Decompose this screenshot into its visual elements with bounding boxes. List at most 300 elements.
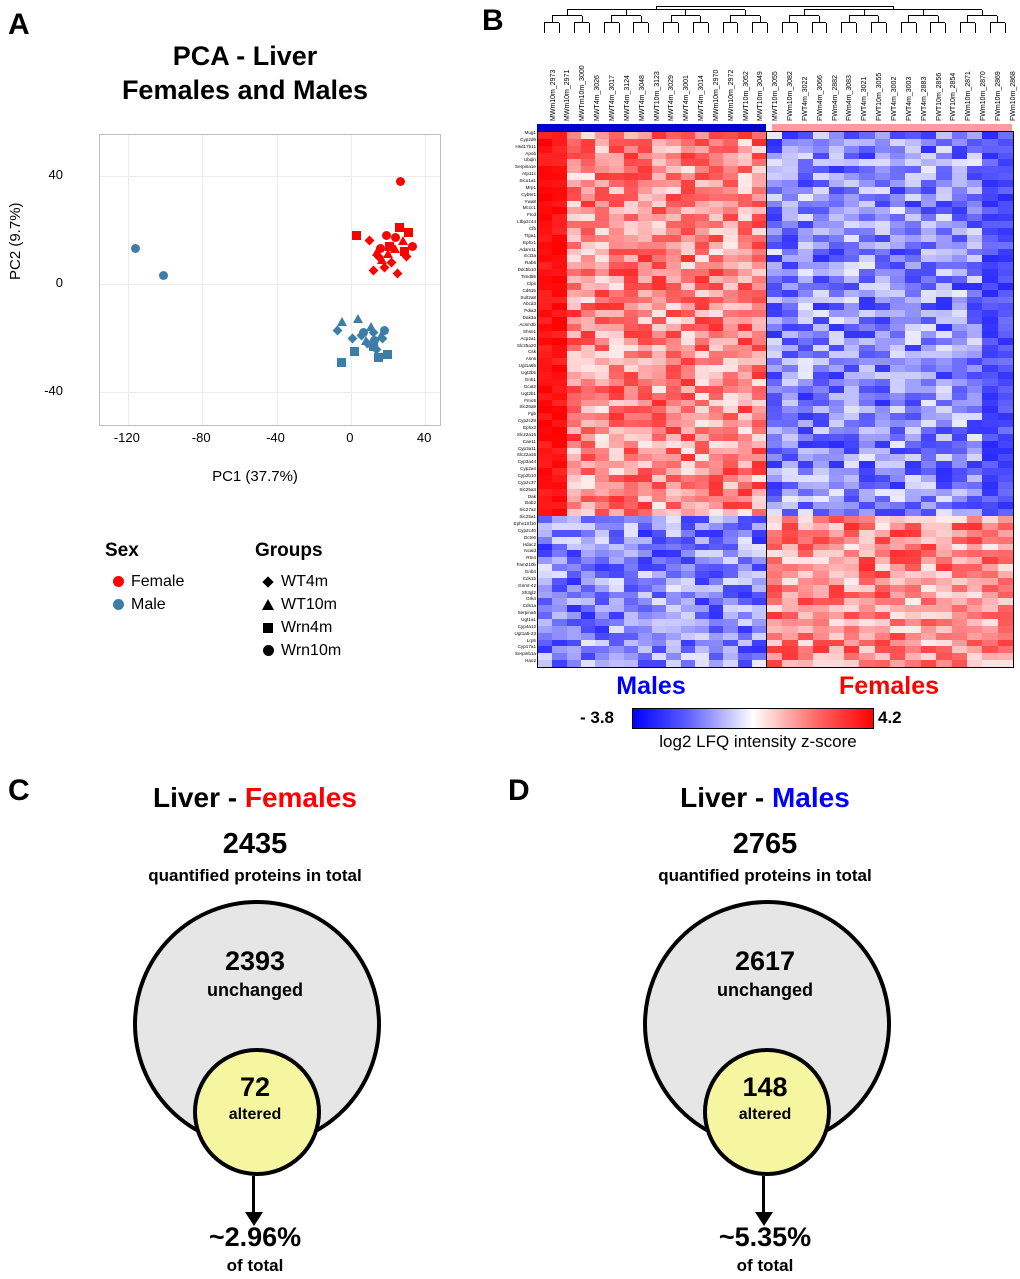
pca-scatter-plot xyxy=(7,130,455,500)
dendrogram-branch xyxy=(544,23,545,33)
dendrogram-branch xyxy=(574,23,575,33)
heatmap-column-label: MWTm10m_3000 xyxy=(579,65,587,121)
heatmap-row-label: Clpx xyxy=(526,280,536,286)
heatmap-row-label: Dak xyxy=(527,493,536,499)
heatmap-row-label: Sult2a8 xyxy=(520,294,536,300)
x-tick-label: -120 xyxy=(113,430,140,445)
heatmap-cell xyxy=(567,660,582,667)
heatmap-cell xyxy=(552,660,567,667)
scatter-point xyxy=(382,231,391,240)
venn-c-unchanged-count: 2393 xyxy=(224,946,286,976)
heatmap-cell xyxy=(652,660,667,667)
heatmap-column-label: FWT4m_2883 xyxy=(920,76,928,121)
heatmap-row-label: Cyp2c37 xyxy=(517,479,536,485)
pca-plot-area xyxy=(99,134,441,426)
panel-c-venn-females xyxy=(0,760,510,1279)
square-icon xyxy=(255,623,281,633)
female-dot-icon xyxy=(105,576,131,587)
heatmap-cell xyxy=(738,660,753,667)
heatmap-row-label: Cds1b xyxy=(522,575,536,581)
panel-letter-b: B xyxy=(482,4,504,37)
diamond-icon xyxy=(255,578,281,586)
heatmap-row-label: Cyp3a44 xyxy=(517,459,536,465)
heatmap-column-label: FWm4m_3083 xyxy=(846,75,854,121)
x-tick-label: -40 xyxy=(266,430,285,445)
scatter-point xyxy=(404,228,413,237)
grid-line-y xyxy=(100,392,440,393)
heatmap-row-label: Sh3gl2 xyxy=(521,589,536,595)
grid-line-y xyxy=(100,176,440,177)
heatmap-row-label: Fgb xyxy=(528,411,536,417)
venn-c-total: 2435 xyxy=(222,828,288,860)
venn-d-unchanged-label: unchanged xyxy=(716,980,813,1000)
dendrogram-branch xyxy=(737,23,738,33)
heatmap-row-label: Ugt1a1 xyxy=(521,616,536,622)
heatmap-row-label: Timd55 xyxy=(520,274,536,280)
heatmap-row-label: Cyp2b10 xyxy=(517,472,536,478)
venn-d-unchanged-count: 2617 xyxy=(734,946,796,976)
dendrogram-branch xyxy=(767,23,768,33)
heatmap-cell xyxy=(982,660,998,667)
scatter-point xyxy=(408,242,417,251)
dendrogram-branch xyxy=(967,16,968,23)
dendrogram-branch xyxy=(708,23,709,33)
heatmap-row-label: Cyb5r1 xyxy=(521,191,536,197)
dendrogram-branch xyxy=(567,10,568,16)
heatmap-cell xyxy=(905,660,921,667)
grid-line-y xyxy=(100,284,440,285)
heatmap-row-labels xyxy=(488,131,536,666)
heatmap-row-label: Gnmt-42 xyxy=(518,582,536,588)
scatter-point xyxy=(368,266,378,276)
heatmap-row-label: Mccc1 xyxy=(522,205,536,211)
dendrogram-branch xyxy=(641,16,642,23)
heatmap-column-label: MWT4m_3017 xyxy=(608,75,616,121)
heatmap-row-label: Mrp1 xyxy=(525,184,536,190)
heatmap-cell xyxy=(921,660,937,667)
venn-c-altered-label: altered xyxy=(228,1106,282,1123)
heatmap-row-label: Fam210b xyxy=(516,562,536,568)
dendrogram-branch xyxy=(878,16,879,23)
dendrogram-branch xyxy=(671,16,672,23)
heatmap-row-label: Ddc5b10 xyxy=(517,267,536,273)
heatmap-row-label: Acp2a1 xyxy=(520,335,536,341)
dendrogram-branch xyxy=(678,23,679,33)
heatmap-row-label: Slc22a15 xyxy=(516,452,536,458)
dendrogram-branch xyxy=(582,16,583,23)
heatmap-column-label: FWm10m_2868 xyxy=(1009,71,1017,121)
heatmap-row-label: Apob xyxy=(525,150,536,156)
dendrogram-branch xyxy=(797,23,798,33)
y-tick-label: 40 xyxy=(48,166,63,182)
colorbar-wrapper xyxy=(580,708,930,751)
heatmap-row-label: Cyp2c29 xyxy=(517,418,536,424)
dendrogram-branch xyxy=(826,23,827,33)
heatmap-row-label: Cyp2d9 xyxy=(520,136,536,142)
dendrogram-branch xyxy=(916,23,917,33)
venn-d-percent: ~5.35% xyxy=(718,1222,812,1252)
heatmap-row-label: Serpina1e xyxy=(515,164,536,170)
legend-wrn4m-label: Wrn4m xyxy=(281,618,333,636)
dendrogram-branch xyxy=(745,10,746,16)
venn-d-percent-sub: of total xyxy=(736,1256,794,1275)
scatter-point xyxy=(337,358,346,367)
heatmap-row-label: Shsn1 xyxy=(522,328,536,334)
heatmap-row-label: Slc27a2 xyxy=(519,507,536,513)
male-dot-icon xyxy=(105,599,131,610)
dendrogram-branch xyxy=(1005,23,1006,33)
scatter-point xyxy=(374,353,383,362)
dendrogram-branch xyxy=(841,23,842,33)
heatmap-row-label: Fmo5 xyxy=(524,397,536,403)
colorbar-caption: log2 LFQ intensity z-score xyxy=(659,732,857,751)
heatmap-column-label: MWT10m_3123 xyxy=(653,71,661,121)
heatmap-row-label: Ugt1a5-33 xyxy=(514,630,536,636)
dendrogram-branch xyxy=(789,16,790,23)
dendrogram-branch xyxy=(685,10,686,16)
heatmap-cell xyxy=(723,660,738,667)
heatmap-cell xyxy=(952,660,968,667)
legend-groups xyxy=(255,540,415,662)
dendrogram-branch xyxy=(864,10,865,16)
heatmap-cell xyxy=(624,660,639,667)
heatmap-females xyxy=(766,131,1014,668)
venn-c-title-prefix: Liver - xyxy=(153,782,245,813)
heatmap-row-label: Ugt1a6b xyxy=(518,363,536,369)
legend-item-wt4m xyxy=(255,570,415,593)
heatmap-cell xyxy=(666,660,681,667)
legend-wt4m-label: WT4m xyxy=(281,572,329,590)
heatmap-column-labels xyxy=(537,33,1017,123)
heatmap-row-label: Serpinb1a xyxy=(515,651,536,657)
dendrogram-branch xyxy=(893,6,894,10)
heatmap-females-label: Females xyxy=(838,672,940,700)
heatmap-column-label: MWT4m_3001 xyxy=(683,75,691,121)
triangle-icon xyxy=(255,599,281,610)
scatter-point xyxy=(385,242,394,251)
dendrogram-branch xyxy=(723,23,724,33)
scatter-point xyxy=(352,231,361,240)
dendrogram-branch xyxy=(552,16,553,23)
scatter-point xyxy=(333,325,343,335)
heatmap-row-label: Cds1a xyxy=(522,603,536,609)
heatmap-column-label: MWT4m_3029 xyxy=(668,75,676,121)
dendrogram-branch xyxy=(730,16,731,23)
dendrogram-branch xyxy=(849,16,850,23)
heatmap-row-label: Rtn4 xyxy=(526,555,536,561)
heatmap-row-label: Ephx2 xyxy=(522,424,536,430)
legend-wt10m-label: WT10m xyxy=(281,595,337,613)
heatmap-cell xyxy=(967,660,983,667)
legend-item-male xyxy=(105,593,225,616)
heatmap-column-label: MWT4m_3026 xyxy=(594,75,602,121)
panel-b-heatmap xyxy=(480,0,1020,760)
heatmap-column-label: FWT10m_3055 xyxy=(876,72,884,121)
legend-sex xyxy=(105,540,225,616)
heatmap-row-label: Ugt2b5 xyxy=(521,370,536,376)
heatmap-column-label: FWT10m_2854 xyxy=(950,72,958,121)
venn-c-altered-count: 72 xyxy=(239,1072,271,1102)
legend-item-wrn4m xyxy=(255,616,415,639)
dendrogram-branch xyxy=(656,6,894,7)
dendrogram-branch xyxy=(923,10,924,16)
dendrogram-branch xyxy=(908,16,909,23)
dendrogram-branch xyxy=(782,23,783,33)
heatmap-column-label: FWT4m_3003 xyxy=(905,76,913,121)
dendrogram-branch xyxy=(611,16,612,23)
heatmap-cell xyxy=(890,660,906,667)
dendrogram-branch xyxy=(812,23,813,33)
heatmap-row-label: Cyp4a12 xyxy=(517,623,536,629)
heatmap-column-label: MWm10m_2973 xyxy=(549,69,557,121)
heatmap-row-label: Gcat2 xyxy=(523,383,536,389)
venn-d-altered-label: altered xyxy=(738,1106,792,1123)
venn-d-arrow-icon xyxy=(762,1176,765,1218)
heatmap-row-label: Hdac2 xyxy=(522,541,536,547)
heatmap-cell xyxy=(859,660,875,667)
heatmap-column-label: FWT4m_3022 xyxy=(801,76,809,121)
heatmap-row-label: Ltbp2c44 xyxy=(517,219,536,225)
heatmap-column-label: MWT10m_3052 xyxy=(742,71,750,121)
heatmap-row-label: Dab2 xyxy=(525,500,536,506)
colorbar-max-label: 4.2 xyxy=(878,708,902,727)
heatmap-column-label: FWT4m_3002 xyxy=(891,76,899,121)
heatmap-row-label: Grk4 xyxy=(526,596,536,602)
heatmap-column-label: FWm10m_3082 xyxy=(787,71,795,121)
heatmap-column-label: FWm10m_2869 xyxy=(994,71,1002,121)
panel-letter-c: C xyxy=(8,774,30,807)
grid-line-x xyxy=(202,135,203,425)
heatmap-cell xyxy=(875,660,891,667)
heatmap-column-label: FWm4m_3066 xyxy=(816,75,824,121)
heatmap-column-label: FWT4m_3021 xyxy=(861,76,869,121)
heatmap-cell xyxy=(829,660,845,667)
heatmap-column-label: MWT4m_3014 xyxy=(698,75,706,121)
heatmap-row-label: Ubqln xyxy=(523,157,536,163)
heatmap-column-label: MWT4m_3048 xyxy=(638,75,646,121)
heatmap-column-label: MWT4m_3124 xyxy=(623,75,631,121)
scatter-point xyxy=(370,336,379,345)
dendrogram-branch xyxy=(997,16,998,23)
heatmap-row-label: Cfb xyxy=(528,226,536,232)
dendrogram xyxy=(537,5,1012,33)
heatmap-cell xyxy=(681,660,696,667)
dendrogram-branch xyxy=(619,23,620,33)
heatmap-row-label: Cyp2a4 xyxy=(520,466,536,472)
heatmap-row-label: Ugt2b1 xyxy=(521,390,536,396)
pca-title xyxy=(30,40,460,108)
x-tick-label: -80 xyxy=(191,430,211,445)
grid-line-x xyxy=(128,135,129,425)
dendrogram-branch xyxy=(663,23,664,33)
grid-line-x xyxy=(277,135,278,425)
heatmap-row-label: Ephx1 xyxy=(522,239,536,245)
venn-c-title-accent: Females xyxy=(244,782,357,813)
scatter-point xyxy=(364,236,374,246)
heatmap-row-label: Ywa8 xyxy=(524,198,536,204)
heatmap-cell xyxy=(609,660,624,667)
venn-d-title xyxy=(510,782,1020,814)
heatmap-cell xyxy=(595,660,610,667)
dendrogram-branch xyxy=(589,23,590,33)
heatmap-row-label: Ttpa1 xyxy=(524,232,536,238)
heatmap-column-label: FWT10m_2856 xyxy=(935,72,943,121)
heatmap-row-label: Rab5 xyxy=(525,260,536,266)
heatmap-row-label: Adam11 xyxy=(519,246,536,252)
heatmap-row-label: Slc22a15 xyxy=(516,431,536,437)
dendrogram-branch xyxy=(604,23,605,33)
scatter-point xyxy=(353,314,363,323)
panel-d-venn-males xyxy=(510,760,1020,1279)
scatter-point xyxy=(380,326,389,335)
heatmap-row-label: Lrp5 xyxy=(526,637,536,643)
y-tick-label: -40 xyxy=(44,383,63,399)
legend-female-label: Female xyxy=(131,572,185,590)
dendrogram-branch xyxy=(648,23,649,33)
scatter-point xyxy=(395,223,404,232)
dendrogram-branch xyxy=(990,23,991,33)
dendrogram-branch xyxy=(938,16,939,23)
legend-sex-title: Sex xyxy=(105,540,139,561)
heatmap-cell xyxy=(998,660,1014,667)
heatmap-row-label: Mug1 xyxy=(524,130,536,135)
venn-d-title-accent: Males xyxy=(771,782,850,813)
heatmap-row-label: Cae11 xyxy=(522,438,536,444)
female-group-bar xyxy=(772,124,1012,131)
dendrogram-branch xyxy=(804,10,805,16)
dendrogram-branch xyxy=(559,23,560,33)
heatmap-cell xyxy=(767,660,783,667)
legend-item-female xyxy=(105,570,225,593)
heatmap-row-label: Cd615 xyxy=(522,287,536,293)
heatmap-cell xyxy=(936,660,952,667)
dendrogram-branch xyxy=(960,23,961,33)
heatmap-cell xyxy=(581,660,596,667)
dendrogram-branch xyxy=(901,23,902,33)
dendrogram-branch xyxy=(819,16,820,23)
heatmap-row-label: Cyp2c40 xyxy=(517,527,536,533)
dendrogram-branch xyxy=(871,23,872,33)
heatmap-row-label: Slc26a9 xyxy=(519,404,536,410)
male-group-bar xyxy=(537,124,766,131)
heatmap-males-label: Males xyxy=(616,672,686,700)
heatmap-row-label: Slc25a1 xyxy=(519,514,536,520)
heatmap-cell xyxy=(752,660,767,667)
heatmap-cell xyxy=(813,660,829,667)
heatmap-cell xyxy=(798,660,814,667)
heatmap-column-label: FWm10m_2870 xyxy=(980,71,988,121)
heatmap-row-label: Ncald xyxy=(524,548,536,554)
scatter-point xyxy=(392,268,402,278)
heatmap-column-label: FWm10m_2871 xyxy=(965,71,973,121)
scatter-point xyxy=(377,255,387,264)
heatmap-row-label: Cyp3a11 xyxy=(517,445,536,451)
heatmap-cell xyxy=(638,660,653,667)
heatmap-row-label: Ephx1Sf10 xyxy=(513,520,536,526)
pca-y-axis-label: PC2 (9.7%) xyxy=(7,202,24,280)
dendrogram-branch xyxy=(886,23,887,33)
pca-x-axis-label: PC1 (37.7%) xyxy=(212,468,298,485)
heatmap-row-label: Dak3a xyxy=(522,315,536,321)
heatmap-cell xyxy=(844,660,860,667)
x-tick-label: 40 xyxy=(416,430,432,445)
heatmap-cell xyxy=(695,660,710,667)
heatmap-row-label: Serpina6 xyxy=(517,610,536,616)
heatmap-row-label: Slc25a20 xyxy=(516,342,536,348)
grid-line-x xyxy=(351,135,352,425)
heatmap-column-label: MWm10m_2970 xyxy=(712,69,720,121)
dendrogram-branch xyxy=(693,23,694,33)
scatter-point xyxy=(159,271,168,280)
heatmap-column-label: MWT10m_3049 xyxy=(757,71,765,121)
circle-icon xyxy=(255,645,281,656)
heatmap-column-label: FWm4m_2882 xyxy=(831,75,839,121)
heatmap-cell xyxy=(538,660,553,667)
colorbar-min-label: - 3.8 xyxy=(580,708,615,727)
heatmap-row-label: Dctn6 xyxy=(523,534,536,540)
dendrogram-branch xyxy=(700,16,701,23)
heatmap-males xyxy=(537,131,767,668)
x-tick-label: 0 xyxy=(346,430,354,445)
heatmap-row-label: Gnb1 xyxy=(524,376,536,382)
scatter-point xyxy=(350,347,359,356)
heatmap-row-label: Slco1a1 xyxy=(519,178,536,183)
heatmap-row-label: Cyp17a1 xyxy=(517,644,536,650)
legend-male-label: Male xyxy=(131,595,166,613)
heatmap-row-label: Asns xyxy=(525,356,536,362)
venn-c-arrow-icon xyxy=(252,1176,255,1218)
venn-c-percent-sub: of total xyxy=(226,1256,284,1275)
y-tick-label: 0 xyxy=(55,275,63,291)
heatmap-row-label: Csk xyxy=(528,349,536,355)
venn-c-total-sub: quantified proteins in total xyxy=(148,866,362,885)
legend-item-wrn10m xyxy=(255,639,415,662)
scatter-point xyxy=(396,177,405,186)
heatmap-cell xyxy=(709,660,724,667)
heatmap-row-label: Abcd3 xyxy=(522,301,536,307)
dendrogram-branch xyxy=(760,16,761,23)
grid-line-x xyxy=(425,135,426,425)
venn-d-total: 2765 xyxy=(732,828,798,860)
heatmap-row-label: Acsm3b xyxy=(519,322,536,328)
legend-groups-title: Groups xyxy=(255,540,323,561)
heatmap-column-label: MWm10m_2971 xyxy=(564,69,572,121)
heatmap-row-label: Pdia3 xyxy=(524,308,536,314)
dendrogram-branch xyxy=(633,23,634,33)
heatmap-cell xyxy=(782,660,798,667)
scatter-point xyxy=(337,317,347,326)
heatmap-row-label: Slc25a3 xyxy=(519,486,536,492)
dendrogram-branch xyxy=(982,10,983,16)
dendrogram-branch xyxy=(856,23,857,33)
pca-title-line1: PCA - Liver xyxy=(172,41,318,71)
scatter-point xyxy=(383,350,392,359)
venn-d-title-prefix: Liver - xyxy=(680,782,772,813)
heatmap-column-label: MWm10m_2972 xyxy=(727,69,735,121)
scatter-point xyxy=(131,244,140,253)
heatmap-row-label: Hsd17b11 xyxy=(515,143,536,149)
heatmap-row-label: Gnb4 xyxy=(524,568,536,574)
heatmap-row-label: Atp11c xyxy=(522,171,536,177)
dendrogram-branch xyxy=(975,23,976,33)
dendrogram-branch xyxy=(930,23,931,33)
heatmap-row-label: Hao2 xyxy=(525,658,536,664)
panel-letter-d: D xyxy=(508,774,530,807)
panel-letter-a: A xyxy=(8,8,30,41)
venn-c-percent: ~2.96% xyxy=(208,1222,302,1252)
panel-a-pca xyxy=(0,0,480,700)
dendrogram-branch xyxy=(752,23,753,33)
